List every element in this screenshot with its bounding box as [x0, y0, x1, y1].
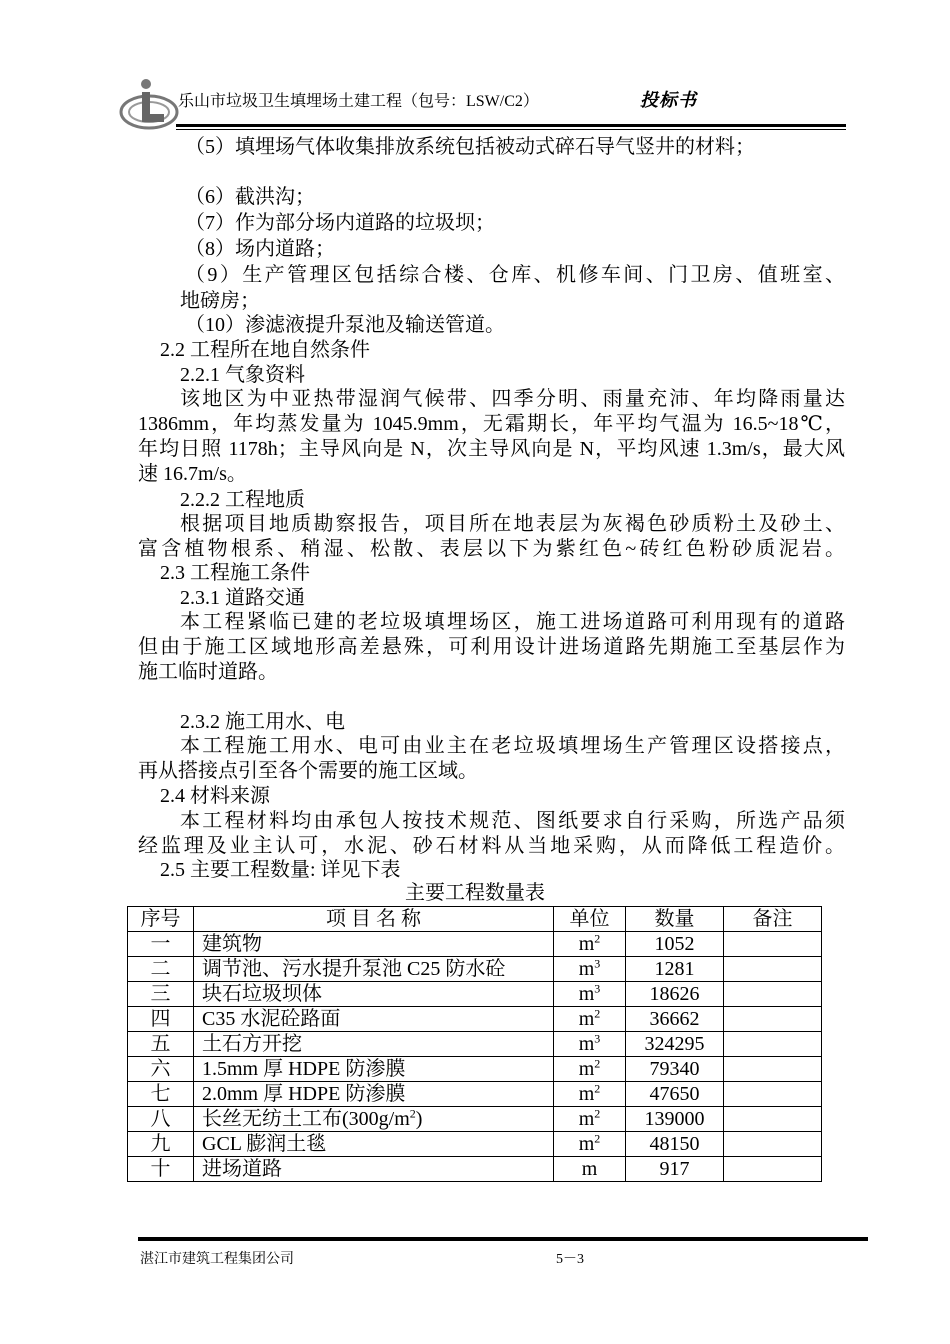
paragraph-line: 本工程施工用水、电可由业主在老垃圾填埋场生产管理区设搭接点， [180, 735, 845, 757]
row-qty: 48150 [626, 1132, 724, 1157]
row-unit: $m^2$ [554, 1007, 626, 1032]
row-note [724, 1082, 822, 1107]
row-note [724, 1032, 822, 1057]
header-title: 乐山市垃圾卫生填埋场土建工程（包号：LSW/C2） [178, 93, 539, 110]
row-unit: $m^2$ [554, 1057, 626, 1082]
section-heading-2-3: 2.3 工程施工条件 [160, 562, 310, 584]
paragraph-line: 但由于施工区域地形高差悬殊，可利用设计进场道路先期施工至基层作为 [138, 636, 845, 658]
row-qty: 324295 [626, 1032, 724, 1057]
row-note [724, 1132, 822, 1157]
paragraph-line: 该地区为中亚热带湿润气候带、四季分明、雨量充沛、年均降雨量达 [180, 388, 845, 410]
table-row [128, 1132, 822, 1157]
row-no: 二 [128, 957, 194, 982]
list-item-8: （8）场内道路； [185, 238, 335, 260]
row-name: 调节池、污水提升泵池 C25 防水砼 [194, 957, 554, 982]
row-no: 六 [128, 1057, 194, 1082]
row-no: 一 [128, 932, 194, 957]
row-note [724, 1157, 822, 1182]
table-row [128, 1057, 822, 1082]
list-item-7: （7）作为部分场内道路的垃圾坝； [185, 212, 495, 234]
table-row [128, 1157, 822, 1182]
list-item-9-cont: 地磅房； [180, 290, 260, 312]
subsection-heading-2-3-2: 2.3.2 施工用水、电 [180, 711, 345, 733]
section-heading-2-2: 2.2 工程所在地自然条件 [160, 339, 370, 361]
row-unit: $m^2$ [554, 932, 626, 957]
header-note: 备注 [724, 907, 822, 932]
table-row [128, 1007, 822, 1032]
row-qty: 47650 [626, 1082, 724, 1107]
paragraph-line: 经监理及业主认可，水泥、砂石材料从当地采购，从而降低工程造价。 [138, 835, 845, 857]
row-name: 2.0mm 厚 HDPE 防渗膜 [194, 1082, 554, 1107]
table-row [128, 1032, 822, 1057]
list-item-6: （6）截洪沟； [185, 186, 315, 208]
row-name: 进场道路 [194, 1157, 554, 1182]
row-qty: 139000 [626, 1107, 724, 1132]
header-name: 项 目 名 称 [194, 907, 554, 932]
header-unit: 单位 [554, 907, 626, 932]
list-item-9: （9）生产管理区包括综合楼、仓库、机修车间、门卫房、值班室、 [185, 264, 845, 286]
paragraph-line: 施工临时道路。 [138, 661, 278, 683]
header-rule-thin [176, 129, 846, 130]
section-heading-2-5: 2.5 主要工程数量: 详见下表 [160, 859, 401, 881]
paragraph-line: 1386mm，年均蒸发量为 1045.9mm，无霜期长，年平均气温为 16.5~18℃， [138, 413, 845, 435]
row-qty: 18626 [626, 982, 724, 1007]
header-rule [176, 124, 846, 127]
row-unit: $m^3$ [554, 957, 626, 982]
subsection-heading-2-3-1: 2.3.1 道路交通 [180, 587, 305, 609]
footer-rule [138, 1237, 868, 1241]
paragraph-line: 再从搭接点引至各个需要的施工区域。 [138, 760, 478, 782]
header-doc-type: 投标书 [640, 90, 697, 110]
table-header-row [128, 907, 822, 932]
row-no: 四 [128, 1007, 194, 1032]
row-qty: 1281 [626, 957, 724, 982]
row-no: 八 [128, 1107, 194, 1132]
row-qty: 917 [626, 1157, 724, 1182]
row-qty: 79340 [626, 1057, 724, 1082]
header-no: 序号 [128, 907, 194, 932]
row-unit: $m^3$ [554, 982, 626, 1007]
quantity-table [127, 906, 822, 1182]
row-qty: 1052 [626, 932, 724, 957]
subsection-heading-2-2-1: 2.2.1 气象资料 [180, 364, 305, 386]
row-unit: $m^3$ [554, 1032, 626, 1057]
list-item-5: （5）填埋场气体收集排放系统包括被动式碎石导气竖井的材料； [185, 136, 755, 158]
page-number: 5－3 [556, 1252, 584, 1267]
row-note [724, 957, 822, 982]
subsection-heading-2-2-2: 2.2.2 工程地质 [180, 489, 305, 511]
row-note [724, 1007, 822, 1032]
row-note [724, 982, 822, 1007]
row-name: 土石方开挖 [194, 1032, 554, 1057]
row-name: 块石垃圾坝体 [194, 982, 554, 1007]
paragraph-line: 年均日照 1178h；主导风向是 N，次主导风向是 N，平均风速 1.3m/s，最大风 [138, 438, 845, 460]
row-unit: m [554, 1157, 626, 1182]
row-no: 七 [128, 1082, 194, 1107]
row-no: 九 [128, 1132, 194, 1157]
row-no: 十 [128, 1157, 194, 1182]
table-row [128, 1082, 822, 1107]
row-no: 三 [128, 982, 194, 1007]
paragraph-line: 根据项目地质勘察报告，项目所在地表层为灰褐色砂质粉土及砂土、 [180, 513, 845, 535]
row-name: 1.5mm 厚 HDPE 防渗膜 [194, 1057, 554, 1082]
paragraph-line: 富含植物根系、稍湿、松散、表层以下为紫红色~砖红色粉砂质泥岩。 [138, 538, 845, 560]
table-title: 主要工程数量表 [405, 882, 545, 904]
row-unit: $m^2$ [554, 1082, 626, 1107]
paragraph-line: 本工程紧临已建的老垃圾填埋场区，施工进场道路可利用现有的道路 [180, 611, 845, 633]
list-item-10: （10）渗滤液提升泵池及输送管道。 [185, 314, 505, 336]
row-note [724, 1057, 822, 1082]
row-unit: $m^2$ [554, 1107, 626, 1132]
row-name: 长丝无纺土工布$(300g/m^2)$ [194, 1107, 554, 1132]
row-name: GCL 膨润土毯 [194, 1132, 554, 1157]
paragraph-line: 速 16.7m/s。 [138, 463, 247, 485]
row-unit: $m^2$ [554, 1132, 626, 1157]
header-qty: 数量 [626, 907, 724, 932]
table-row [128, 982, 822, 1007]
row-no: 五 [128, 1032, 194, 1057]
paragraph-line: 本工程材料均由承包人按技术规范、图纸要求自行采购，所选产品须 [180, 810, 845, 832]
table-row [128, 957, 822, 982]
row-note [724, 932, 822, 957]
table-row [128, 1107, 822, 1132]
footer-company: 湛江市建筑工程集团公司 [140, 1252, 294, 1267]
table-row [128, 932, 822, 957]
section-heading-2-4: 2.4 材料来源 [160, 785, 270, 807]
row-name: 建筑物 [194, 932, 554, 957]
company-logo [118, 74, 180, 136]
row-note [724, 1107, 822, 1132]
row-name: C35 水泥砼路面 [194, 1007, 554, 1032]
row-qty: 36662 [626, 1007, 724, 1032]
